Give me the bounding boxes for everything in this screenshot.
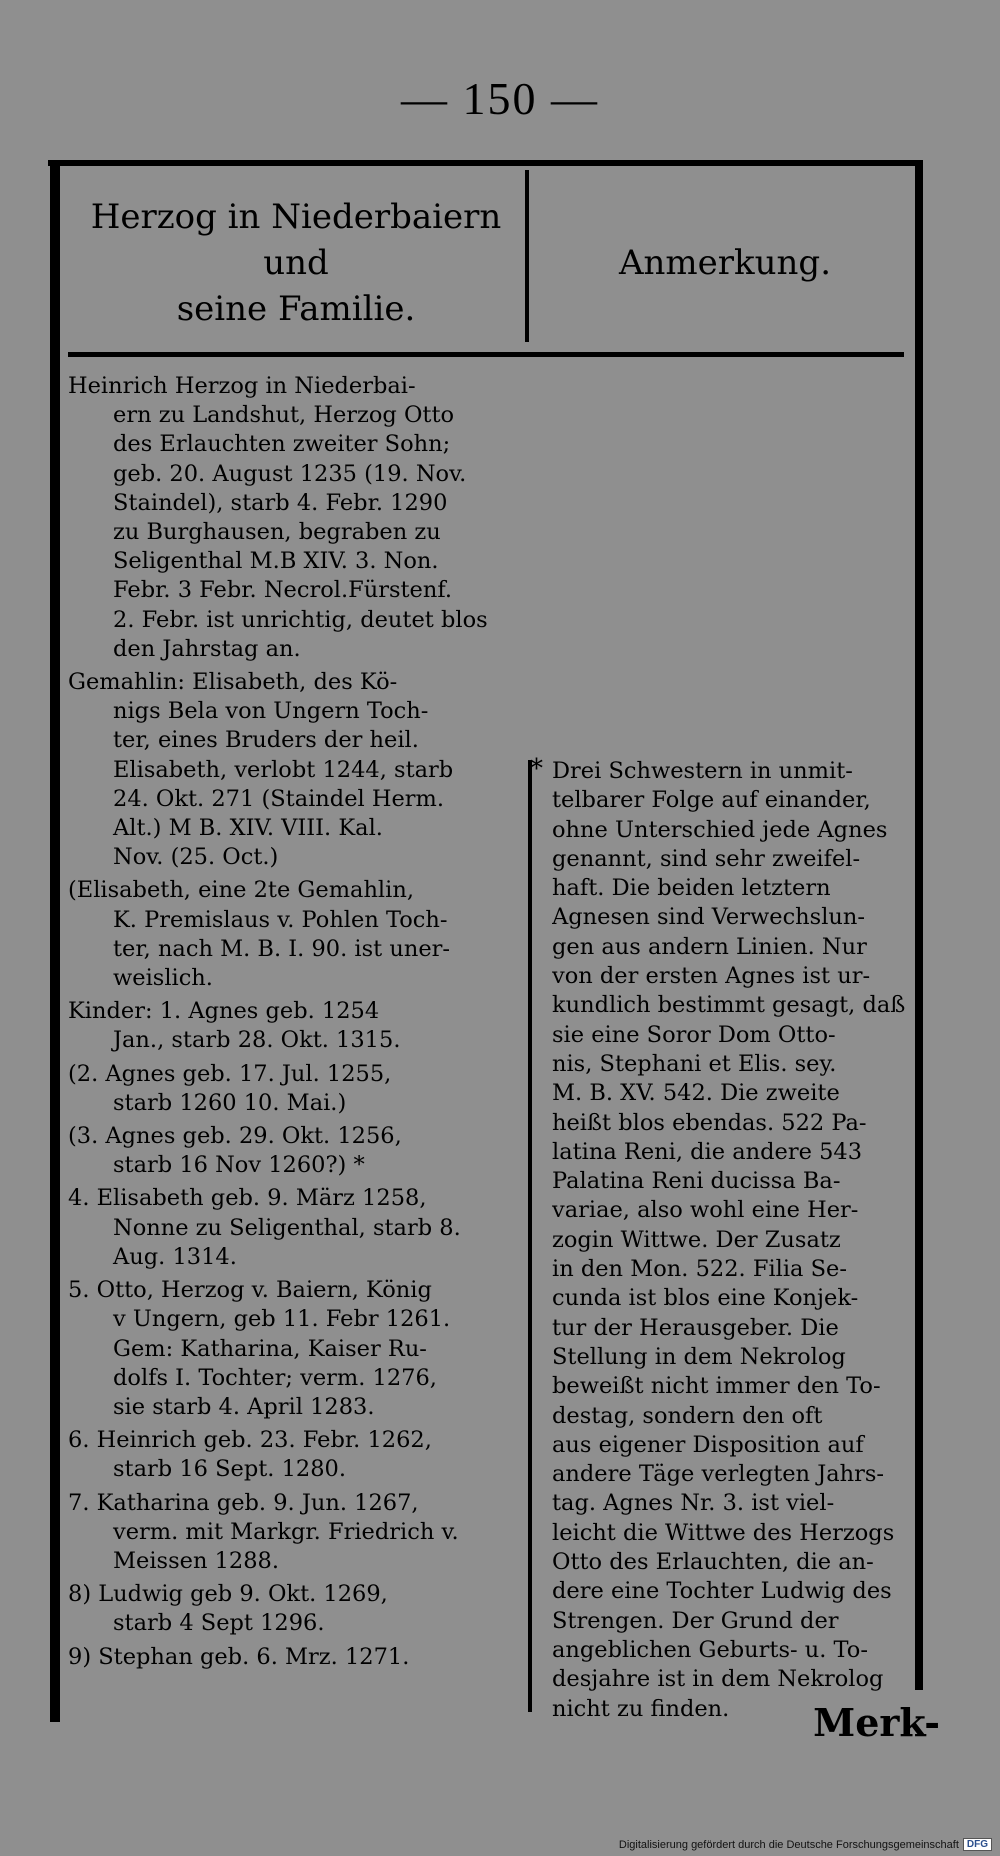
entry-line: 7. Katharina geb. 9. Jun. 1267, — [68, 1489, 419, 1516]
entry-line: Heinrich Herzog in Niederbai- — [68, 373, 416, 399]
note-line: nis, Stephani et Elis. sey. — [552, 1050, 837, 1077]
entry-line: dolfs I. Tochter; verm. 1276, — [113, 1364, 437, 1391]
entry-line: (Elisabeth, eine 2te Gemahlin, — [68, 877, 414, 904]
entry-line: 2. Febr. ist unrichtig, deutet blos — [113, 606, 488, 633]
family-entry — [68, 1122, 530, 1180]
note-line: desjahre ist in dem Nekrolog — [552, 1666, 884, 1693]
entry-line: Nov. (25. Oct.) — [113, 844, 279, 871]
entry-line: 9) Stephan geb. 6. Mrz. 1271. — [68, 1643, 410, 1670]
note-line: nicht zu finden. — [552, 1695, 730, 1722]
family-entry — [68, 1060, 530, 1118]
entry-line: Staindel), starb 4. Febr. 1290 — [113, 489, 448, 516]
table-left-border — [50, 160, 60, 1722]
entry-line: Jan., starb 28. Okt. 1315. — [113, 1027, 401, 1054]
entry-line: Gem: Katharina, Kaiser Ru- — [113, 1335, 427, 1362]
note-line: in den Mon. 522. Filia Se- — [552, 1256, 847, 1283]
note-line: leicht die Wittwe des Herzogs — [552, 1519, 895, 1546]
note-line: cunda ist blos eine Konjek- — [552, 1285, 859, 1312]
column-divider — [525, 170, 529, 342]
entry-line: (2. Agnes geb. 17. Jul. 1255, — [68, 1060, 392, 1087]
entry-line: 24. Okt. 271 (Staindel Herm. — [113, 785, 445, 812]
note-line: Stellung in dem Nekrolog — [552, 1343, 846, 1370]
entry-line: 6. Heinrich geb. 23. Febr. 1262, — [68, 1427, 432, 1454]
note-line: beweißt nicht immer den To- — [552, 1373, 881, 1400]
note-line: M. B. XV. 542. Die zweite — [552, 1080, 840, 1107]
note-line: Drei Schwestern in unmit- — [552, 758, 853, 784]
right-column-heading: Anmerkung. — [618, 243, 832, 283]
digitization-footer — [619, 1838, 992, 1851]
entry-line: starb 4 Sept 1296. — [113, 1610, 325, 1637]
entry-line: 5. Otto, Herzog v. Baiern, König — [68, 1277, 432, 1304]
family-entry — [68, 372, 530, 664]
left-heading-line-3: seine Familie. — [176, 289, 416, 329]
table-top-border — [48, 160, 916, 166]
note-line: telbarer Folge auf einander, — [552, 787, 871, 814]
left-column-heading — [70, 194, 522, 332]
entry-line: Alt.) M B. XIV. VIII. Kal. — [113, 815, 383, 842]
entry-line: weislich. — [113, 965, 213, 992]
left-heading-line-2: und — [263, 243, 329, 283]
left-heading-line-1: Herzog in Niederbaiern — [90, 197, 502, 237]
family-entry — [68, 1580, 530, 1638]
footnote-marker: * — [530, 754, 543, 784]
page-number: — 150 — — [401, 73, 599, 124]
entry-line: Meissen 1288. — [113, 1547, 280, 1574]
entry-line: verm. mit Markgr. Friedrich v. — [113, 1518, 459, 1545]
note-line: gen aus andern Linien. Nur — [552, 933, 867, 960]
entry-line: K. Premislaus v. Pohlen Toch- — [113, 906, 448, 933]
note-line: zogin Wittwe. Der Zusatz — [552, 1226, 841, 1253]
note-line: heißt blos ebendas. 522 Pa- — [552, 1109, 867, 1136]
entry-line: 4. Elisabeth geb. 9. März 1258, — [68, 1185, 427, 1212]
entry-line: des Erlauchten zweiter Sohn; — [113, 431, 451, 458]
note-line: destag, sondern den oft — [552, 1402, 823, 1429]
note-line: aus eigener Disposition auf — [552, 1431, 864, 1458]
entry-line: Seligenthal M.B XIV. 3. Non. — [113, 548, 439, 575]
family-entry — [68, 876, 530, 993]
entry-line: starb 16 Nov 1260?) * — [113, 1152, 365, 1179]
entry-line: nigs Bela von Ungern Toch- — [113, 698, 429, 725]
note-line: haft. Die beiden letztern — [552, 875, 831, 902]
entry-line: sie starb 4. April 1283. — [113, 1393, 375, 1420]
entry-line: Aug. 1314. — [113, 1243, 237, 1270]
family-entry — [68, 1643, 530, 1672]
note-line: tag. Agnes Nr. 3. ist viel- — [552, 1490, 835, 1517]
family-entry — [68, 1489, 530, 1577]
family-entry — [68, 997, 530, 1055]
entry-line: Kinder: 1. Agnes geb. 1254 — [68, 998, 380, 1025]
annotation-note — [552, 757, 924, 1724]
note-line: andere Täge verlegten Jahrs- — [552, 1461, 885, 1488]
catchword: Merk- — [813, 1700, 940, 1745]
entry-line: Elisabeth, verlobt 1244, starb — [113, 756, 454, 783]
entry-line: den Jahrstag an. — [113, 635, 301, 662]
note-line: sie eine Soror Dom Otto- — [552, 1021, 836, 1048]
family-entry — [68, 1276, 530, 1422]
entry-line: 8) Ludwig geb 9. Okt. 1269, — [68, 1581, 388, 1608]
entry-line: v Ungern, geb 11. Febr 1261. — [113, 1306, 451, 1333]
note-line: Agnesen sind Verwechslun- — [552, 904, 866, 931]
family-entry — [68, 1184, 530, 1272]
note-line: variae, also wohl eine Her- — [552, 1197, 859, 1224]
family-entry — [68, 1426, 530, 1484]
dfg-logo: DFG — [963, 1838, 992, 1851]
note-line: dere eine Tochter Ludwig des — [552, 1578, 892, 1605]
entry-line: (3. Agnes geb. 29. Okt. 1256, — [68, 1123, 402, 1150]
note-line: latina Reni, die andere 543 — [552, 1138, 863, 1165]
note-line: ohne Unterschied jede Agnes — [552, 816, 888, 843]
note-line: von der ersten Agnes ist ur- — [552, 963, 871, 990]
note-line: Palatina Reni ducissa Ba- — [552, 1168, 841, 1195]
footer-text: Digitalisierung gefördert durch die Deutsche Forschungsgemeinschaft — [618, 1838, 959, 1851]
header-separator — [68, 352, 904, 357]
entry-line: Febr. 3 Febr. Necrol.Fürstenf. — [113, 577, 453, 604]
note-line: kundlich bestimmt gesagt, daß — [552, 992, 906, 1019]
note-line: angeblichen Geburts- u. To- — [552, 1636, 868, 1663]
entry-line: starb 16 Sept. 1280. — [113, 1456, 346, 1483]
entry-line: Nonne zu Seligenthal, starb 8. — [113, 1214, 461, 1241]
entry-line: Gemahlin: Elisabeth, des Kö- — [68, 669, 398, 696]
entry-line: zu Burghausen, begraben zu — [113, 519, 441, 546]
entry-line: ern zu Landshut, Herzog Otto — [113, 402, 455, 429]
note-line: Otto des Erlauchten, die an- — [552, 1549, 874, 1576]
entry-line: starb 1260 10. Mai.) — [113, 1089, 347, 1116]
note-line: genannt, sind sehr zweifel- — [552, 845, 861, 872]
entry-line: ter, nach M. B. I. 90. ist uner- — [113, 935, 450, 962]
family-entry — [68, 668, 530, 872]
note-line: tur der Herausgeber. Die — [552, 1314, 839, 1341]
note-line: Strengen. Der Grund der — [552, 1607, 839, 1634]
family-entries — [68, 372, 530, 1676]
entry-line: geb. 20. August 1235 (19. Nov. — [113, 460, 467, 487]
entry-line: ter, eines Bruders der heil. — [113, 727, 419, 754]
